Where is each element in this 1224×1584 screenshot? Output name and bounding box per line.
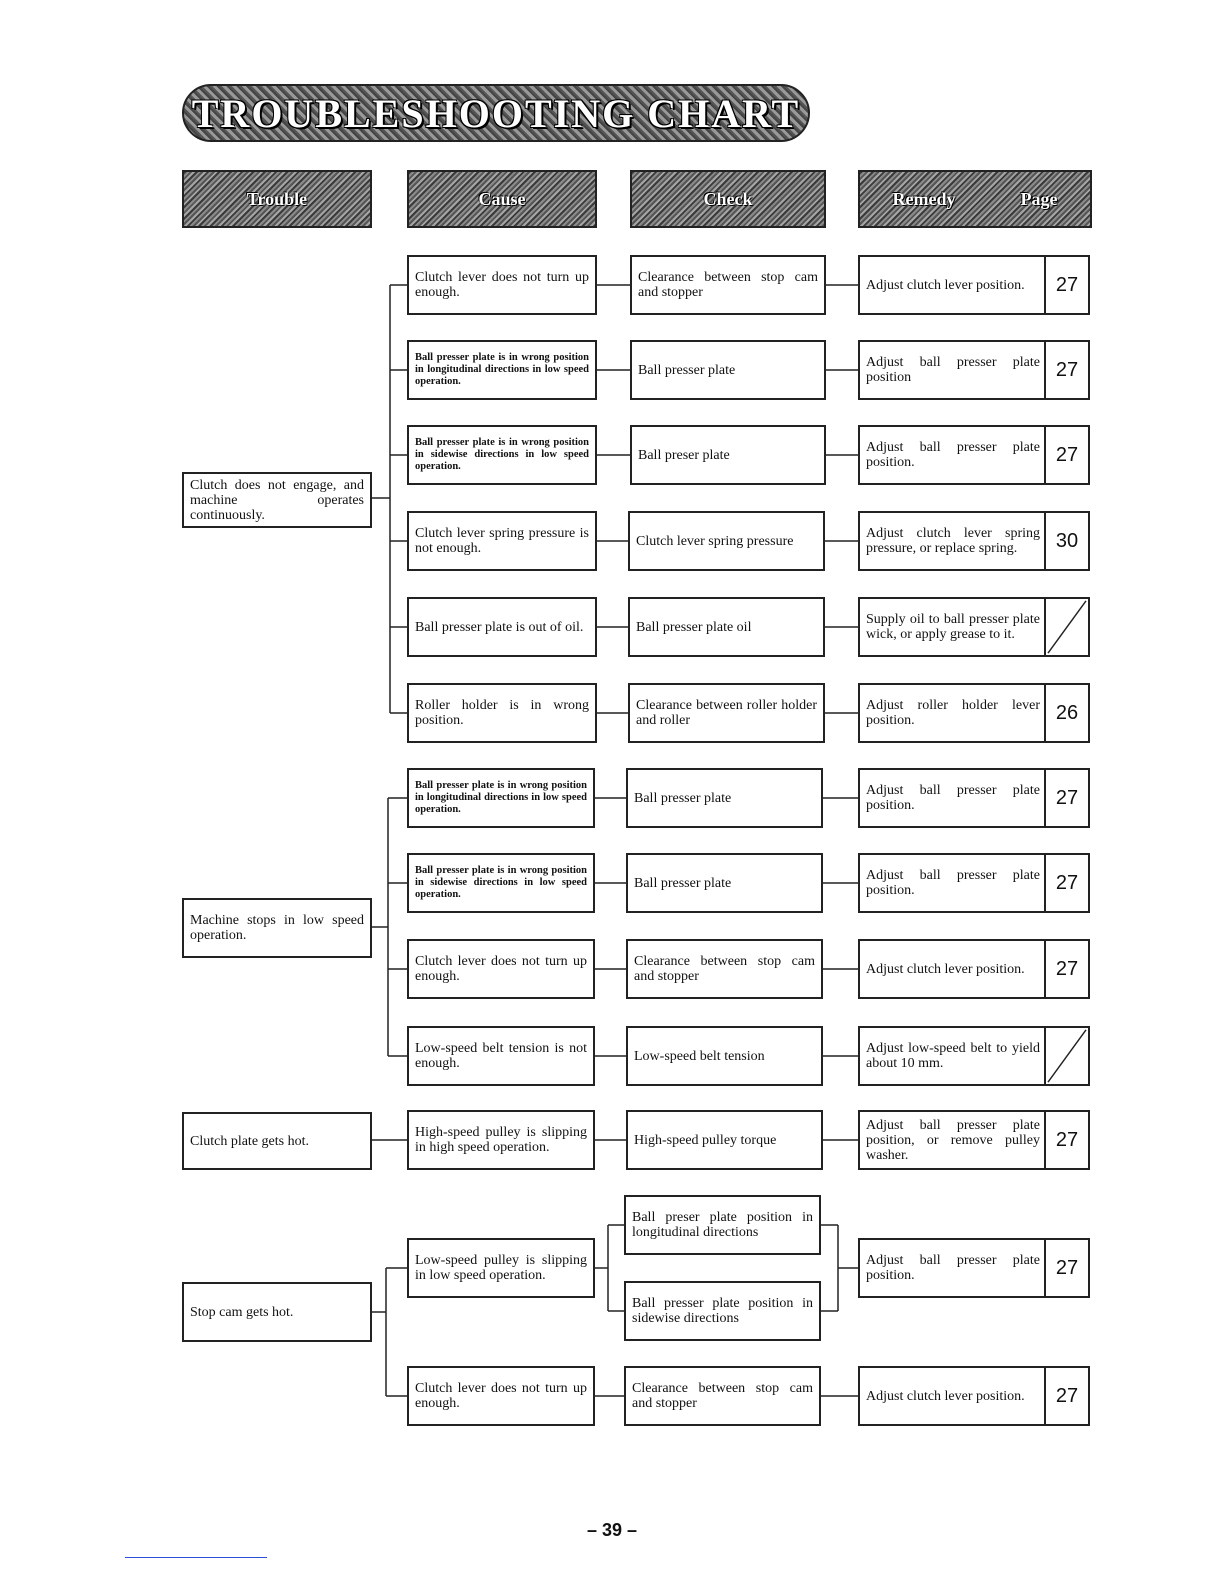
check-text: Low-speed belt tension xyxy=(634,1048,765,1064)
check-text: High-speed pulley torque xyxy=(634,1132,777,1148)
page-ref: 27 xyxy=(1044,1240,1088,1296)
trouble-text: Stop cam gets hot. xyxy=(190,1304,294,1320)
header-cause xyxy=(407,170,597,228)
cause-box xyxy=(407,683,597,743)
remedy-text: Adjust ball presser plate position, or remove pulley washer. xyxy=(866,1117,1040,1163)
cause-text: Low-speed belt tension is not enough. xyxy=(415,1041,587,1071)
cause-box xyxy=(407,1366,595,1426)
check-box xyxy=(626,939,823,999)
cause-box xyxy=(407,768,595,828)
cause-box xyxy=(407,597,597,657)
diagonal-slash-icon xyxy=(1046,599,1088,655)
remedy-text: Adjust roller holder lever position. xyxy=(866,698,1040,728)
page-ref: 27 xyxy=(1044,427,1088,483)
cause-text: Ball presser plate is in wrong position in longitudinal directions in low speed operation. xyxy=(415,780,587,815)
remedy-box xyxy=(858,939,1090,999)
cause-box xyxy=(407,853,595,913)
remedy-box xyxy=(858,683,1090,743)
remedy-box xyxy=(858,1026,1090,1086)
check-box xyxy=(628,511,825,571)
check-text: Ball preser plate position in longitudinal directions xyxy=(632,1210,813,1240)
check-box xyxy=(624,1195,821,1255)
remedy-text: Adjust ball presser plate position. xyxy=(866,1253,1040,1283)
check-text: Clearance between stop cam and stopper xyxy=(638,270,818,300)
check-text: Ball presser plate position in sidewise directions xyxy=(632,1296,813,1326)
page-ref: 27 xyxy=(1044,770,1088,826)
header-remedy-page xyxy=(858,170,1092,228)
check-text: Ball presser plate xyxy=(634,875,732,891)
remedy-box xyxy=(858,340,1090,400)
trouble-text: Clutch plate gets hot. xyxy=(190,1133,309,1149)
remedy-box xyxy=(858,1238,1090,1298)
page-ref-none xyxy=(1044,599,1088,655)
decorative-underline xyxy=(125,1557,267,1558)
remedy-text: Adjust low-speed belt to yield about 10 mm. xyxy=(866,1041,1040,1071)
trouble-box xyxy=(182,898,372,958)
check-box xyxy=(630,340,826,400)
remedy-box xyxy=(858,425,1090,485)
remedy-box xyxy=(858,853,1090,913)
trouble-box xyxy=(182,1282,372,1342)
chart-title: TROUBLESHOOTING CHART xyxy=(191,90,801,136)
check-text: Clearance between stop cam and stopper xyxy=(632,1381,813,1411)
remedy-text: Adjust clutch lever position. xyxy=(866,277,1025,293)
check-box xyxy=(630,255,826,315)
header-cause-label: Cause xyxy=(478,188,526,209)
check-box xyxy=(624,1366,821,1426)
trouble-box xyxy=(182,472,372,528)
diagonal-slash-icon xyxy=(1046,1028,1088,1084)
trouble-text: Machine stops in low speed operation. xyxy=(190,913,364,943)
check-box xyxy=(626,1110,823,1170)
check-box xyxy=(628,597,825,657)
page-ref: 27 xyxy=(1044,855,1088,911)
page-ref: 26 xyxy=(1044,685,1088,741)
header-trouble xyxy=(182,170,372,228)
remedy-text: Adjust ball presser plate position. xyxy=(866,440,1040,470)
remedy-box xyxy=(858,255,1090,315)
cause-text: Ball presser plate is in wrong position in sidewise directions in low speed operation. xyxy=(415,865,587,900)
cause-text: Ball presser plate is in wrong position in sidewise directions in low speed operation. xyxy=(415,437,589,472)
cause-text: Roller holder is in wrong position. xyxy=(415,698,589,728)
remedy-box xyxy=(858,511,1090,571)
check-text: Ball preser plate xyxy=(638,447,730,463)
remedy-text: Adjust ball presser plate position. xyxy=(866,783,1040,813)
header-trouble-label: Trouble xyxy=(246,188,308,209)
check-box xyxy=(624,1281,821,1341)
cause-text: Clutch lever does not turn up enough. xyxy=(415,954,587,984)
remedy-text: Adjust clutch lever spring pressure, or replace spring. xyxy=(866,526,1040,556)
page-ref: 27 xyxy=(1044,941,1088,997)
header-remedy-label: Remedy xyxy=(892,188,956,209)
cause-box xyxy=(407,255,597,315)
remedy-text: Supply oil to ball presser plate wick, or apply grease to it. xyxy=(866,612,1040,642)
cause-text: Clutch lever does not turn up enough. xyxy=(415,1381,587,1411)
remedy-text: Adjust ball presser plate position. xyxy=(866,868,1040,898)
cause-box xyxy=(407,1026,595,1086)
check-box xyxy=(630,425,826,485)
cause-text: Low-speed pulley is slipping in low speed operation. xyxy=(415,1253,587,1283)
cause-text: Clutch lever spring pressure is not enough. xyxy=(415,526,589,556)
cause-text: Clutch lever does not turn up enough. xyxy=(415,270,589,300)
cause-box xyxy=(407,340,597,400)
cause-box xyxy=(407,1238,595,1298)
page-ref: 27 xyxy=(1044,1112,1088,1168)
cause-box xyxy=(407,511,597,571)
header-check xyxy=(630,170,826,228)
remedy-box xyxy=(858,597,1090,657)
check-box xyxy=(626,853,823,913)
check-text: Clearance between stop cam and stopper xyxy=(634,954,815,984)
page-number: – 39 – xyxy=(586,1520,638,1540)
remedy-text: Adjust clutch lever position. xyxy=(866,961,1025,977)
check-box xyxy=(626,1026,823,1086)
remedy-box xyxy=(858,768,1090,828)
cause-box xyxy=(407,425,597,485)
remedy-box xyxy=(858,1110,1090,1170)
remedy-text: Adjust ball presser plate position xyxy=(866,355,1040,385)
check-box xyxy=(628,683,825,743)
cause-box xyxy=(407,939,595,999)
header-check-label: Check xyxy=(703,188,753,209)
cause-text: High-speed pulley is slipping in high speed operation. xyxy=(415,1125,587,1155)
check-box xyxy=(626,768,823,828)
header-page-label: Page xyxy=(1020,188,1058,209)
cause-text: Ball presser plate is out of oil. xyxy=(415,619,584,635)
check-text: Clearance between roller holder and roller xyxy=(636,698,817,728)
trouble-text: Clutch does not engage, and machine operates continuously. xyxy=(190,477,364,523)
cause-text: Ball presser plate is in wrong position in longitudinal directions in low speed operation. xyxy=(415,352,589,387)
check-text: Ball presser plate oil xyxy=(636,619,752,635)
page-ref: 27 xyxy=(1044,257,1088,313)
trouble-box xyxy=(182,1112,372,1170)
remedy-text: Adjust clutch lever position. xyxy=(866,1388,1025,1404)
page-ref: 27 xyxy=(1044,1368,1088,1424)
chart-title-banner xyxy=(182,84,810,142)
check-text: Ball presser plate xyxy=(634,790,732,806)
check-text: Clutch lever spring pressure xyxy=(636,533,794,549)
page-ref: 27 xyxy=(1044,342,1088,398)
check-text: Ball presser plate xyxy=(638,362,736,378)
page-ref: 30 xyxy=(1044,513,1088,569)
page-ref-none xyxy=(1044,1028,1088,1084)
cause-box xyxy=(407,1110,595,1170)
remedy-box xyxy=(858,1366,1090,1426)
